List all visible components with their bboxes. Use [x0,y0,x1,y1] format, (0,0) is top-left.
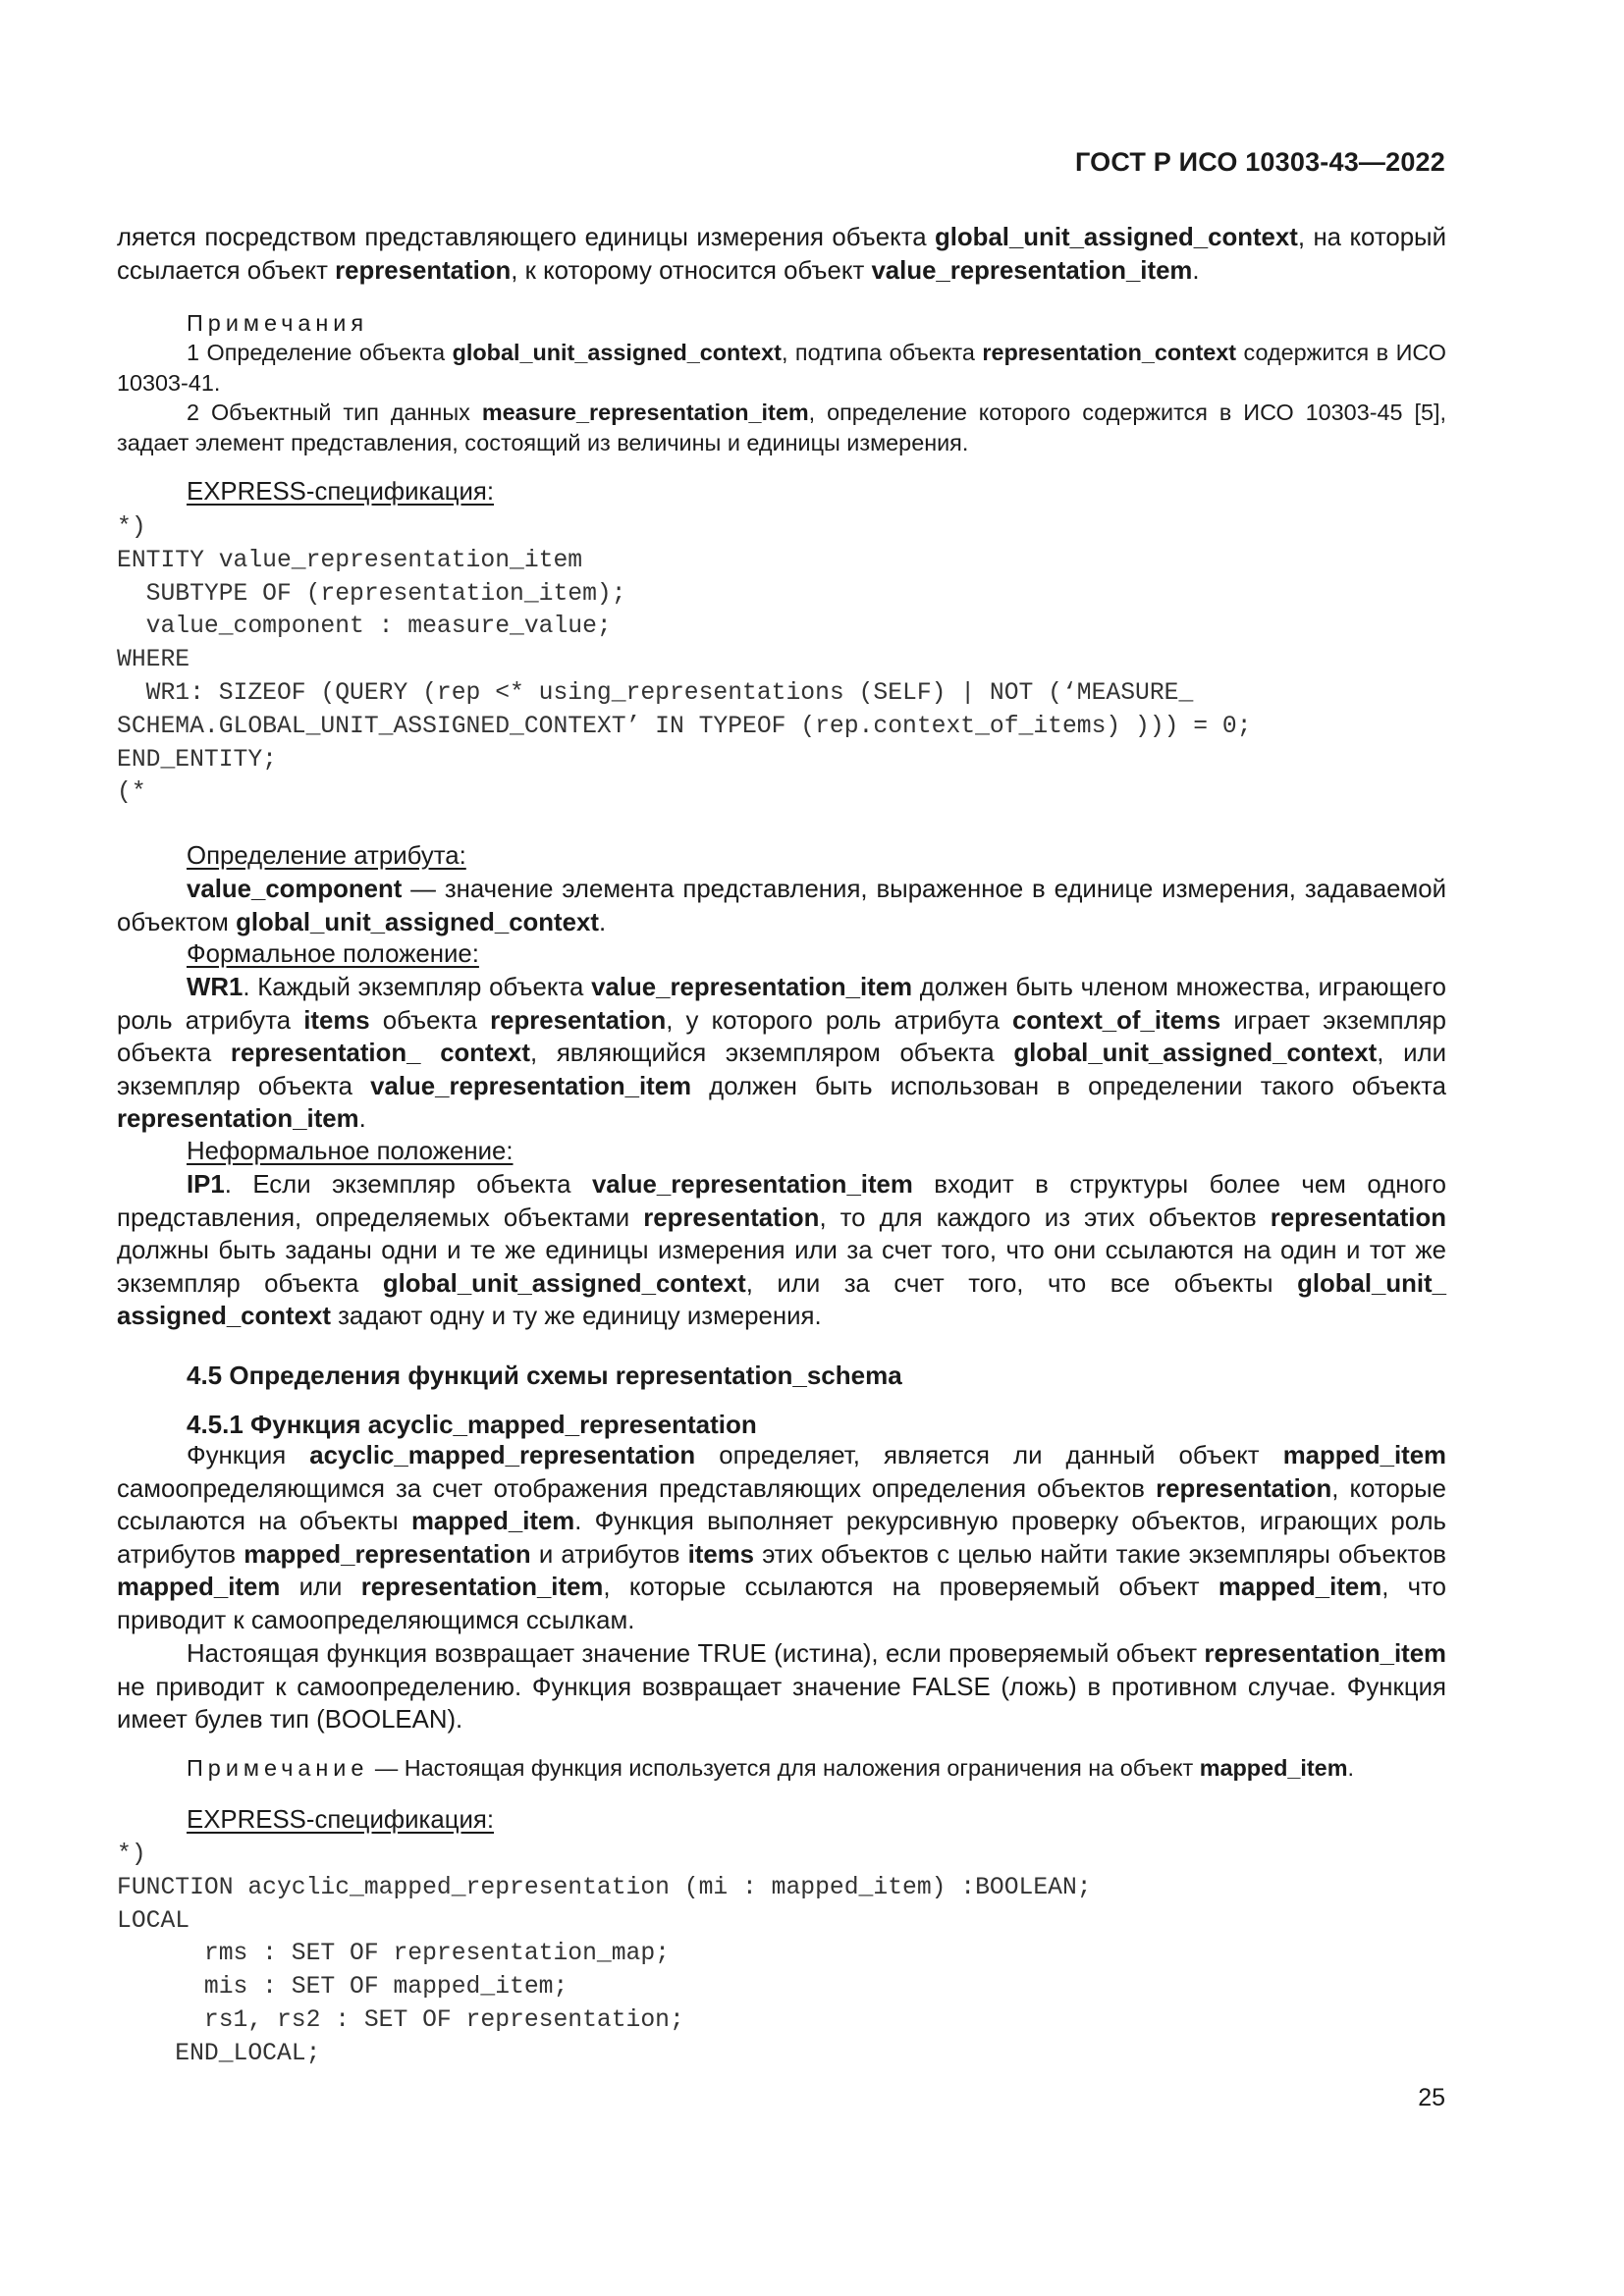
formal-proposition-label: Формальное положение: [187,940,479,968]
note-2: 2 Объектный тип данных measure_representation_item, определение которого содержится в ИСО 10303-45 [5], задает элемент представления, состоящий из величины и единицы измерения. [117,400,1446,455]
attribute-definition-label: Определение атрибута: [187,842,466,870]
code-line: WHERE [117,646,190,674]
intro-paragraph: ляется посредством представляющего единицы измерения объекта global_unit_assigned_context, на который ссылается объект representation, к которому относится объект value_representation_item. [117,224,1446,285]
code-line: ENTITY value_representation_item [117,546,583,574]
code-line: END_LOCAL; [117,2039,321,2067]
section-heading-4-5: 4.5 Определения функций схемы representation_schema [187,1361,902,1390]
code-line: *) [117,1841,146,1868]
function-note: Примечание — Настоящая функция используется для наложения ограничения на объект mapped_item. [187,1755,1354,1781]
code-line: SCHEMA.GLOBAL_UNIT_ASSIGNED_CONTEXT’ IN TYPEOF (rep.context_of_items) ))) = 0; [117,712,1252,740]
code-line: rs1, rs2 : SET OF representation; [117,2005,684,2034]
function-return-description: Настоящая функция возвращает значение TRUE (истина), если проверяемый объект representation_item не приводит к самоопределению. Функция возвращает значение FALSE (ложь) в противном случае. Функция имеет булев тип (BOOLEAN). [117,1640,1446,1735]
code-line: value_component : measure_value; [117,613,612,641]
attribute-definition-text: value_component — значение элемента представления, выраженное в единице измерения, задаваемой объектом global_unit_assigned_context. [117,876,1446,936]
express-code-block-entity [117,511,1252,810]
page-number: 25 [1418,2084,1445,2111]
informal-proposition-label: Неформальное положение: [187,1138,514,1165]
code-line: SUBTYPE OF (representation_item); [117,579,626,608]
notes-heading: Примечания [187,310,369,336]
code-line: WR1: SIZEOF (QUERY (rep <* using_representations (SELF) | NOT (‘MEASURE_ [117,678,1194,707]
code-line: mis : SET OF mapped_item; [117,1973,568,2002]
function-description: Функция acyclic_mapped_representation определяет, является ли данный объект mapped_item самоопределяющимся за счет отображения представляющих определения объектов representation, которые ссылаются на объекты mapped_item. Функция выполняет рекурсивную проверку объектов, играющих роль атрибутов mapped_representation и атрибутов items этих объектов с целью найти такие экземпляры объектов mapped_item или representation_item, которые ссылаются на проверяемый объект mapped_item, что приводит к самоопределяющимся ссылкам. [117,1442,1446,1634]
code-line: LOCAL [117,1906,190,1935]
code-line: FUNCTION acyclic_mapped_representation (mi : mapped_item) :BOOLEAN; [117,1873,1092,1901]
note-1: 1 Определение объекта global_unit_assigned_context, подтипа объекта representation_context содержится в ИСО 10303-41. [117,340,1446,396]
express-spec-label: EXPRESS-спецификация: [187,478,495,506]
formal-proposition-wr1: WR1. Каждый экземпляр объекта value_representation_item должен быть членом множества, играющего роль атрибута items объекта representation, у которого роль атрибута context_of_items играет экземпляр объекта representation_ context, являющийся экземпляром объекта global_unit_assigned_context, или экземпляр объекта value_representation_item должен быть использован в определении такого объекта representation_item. [117,974,1447,1134]
code-line: *) [117,513,146,541]
express-code-block-function [117,1839,1092,2071]
code-line: END_ENTITY; [117,745,277,774]
code-line: rms : SET OF representation_map; [117,1940,670,1968]
express-spec-label-2: EXPRESS-спецификация: [187,1806,495,1834]
document-standard-header: ГОСТ Р ИСО 10303-43—2022 [1075,147,1445,177]
section-heading-4-5-1: 4.5.1 Функция acyclic_mapped_representation [187,1410,757,1439]
code-line: (* [117,778,146,807]
informal-proposition-ip1: IP1. Если экземпляр объекта value_representation_item входит в структуры более чем одного представления, определяемых объектами representation, то для каждого из этих объектов representation должны быть заданы одни и те же единицы измерения или за счет того, что они ссылаются на один и тот же экземпляр объекта global_unit_assigned_context, или за счет того, что все объекты global_unit_ assigned_context задают одну и ту же единицу измерения. [117,1171,1446,1331]
